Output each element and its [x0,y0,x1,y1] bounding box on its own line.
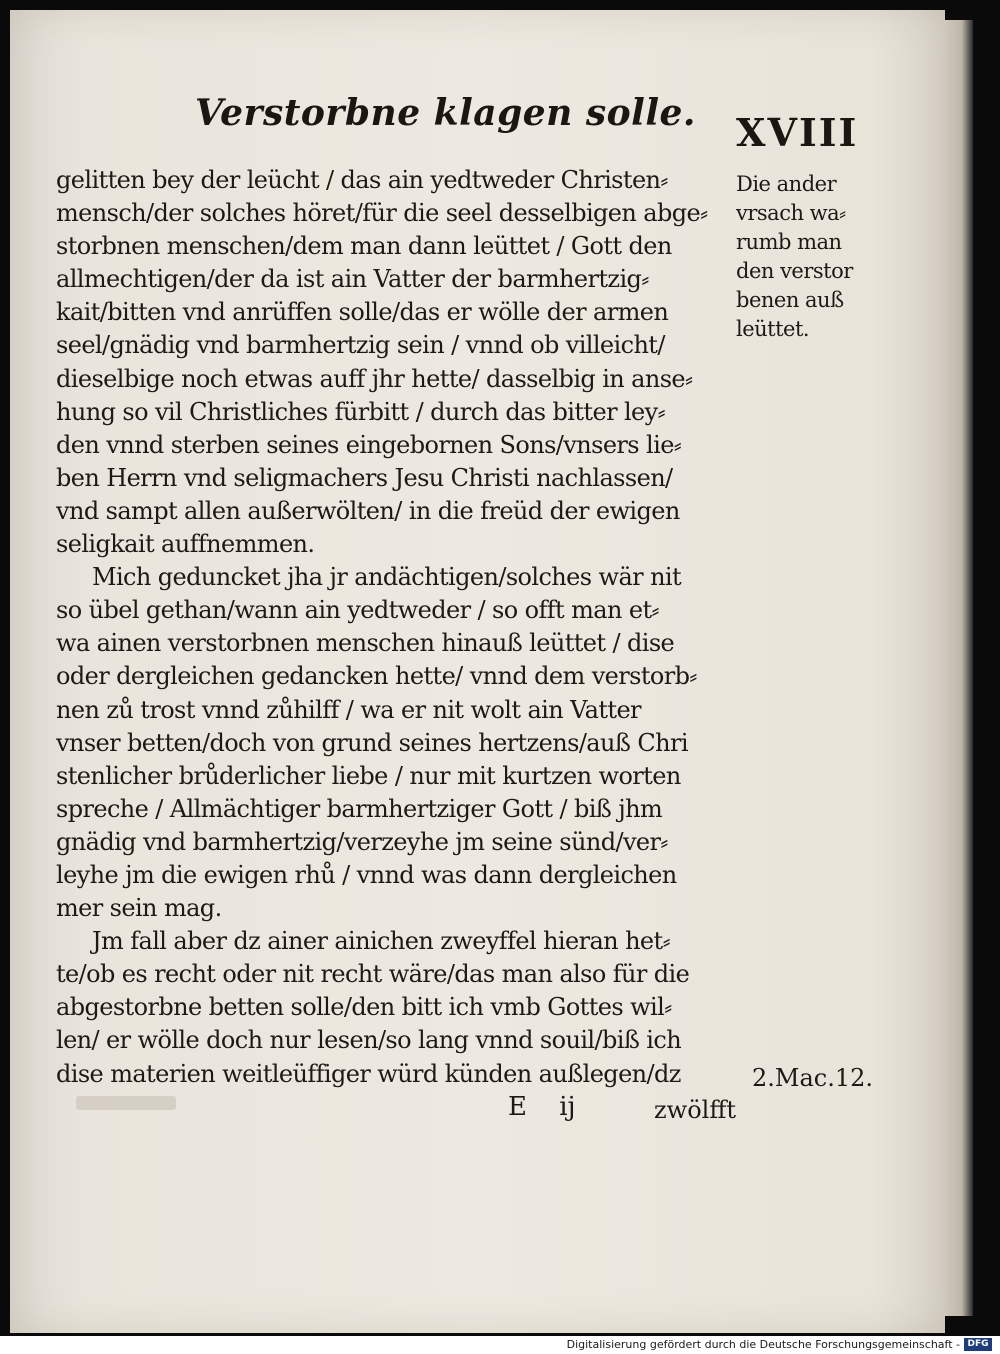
page-edge [945,20,973,1316]
text-line: hung so vil Christliches fürbitt / durch das bitter ley⸗ [56,397,666,426]
text-line: den vnnd sterben seines eingebornen Sons/vnsers lie⸗ [56,430,682,459]
text-line: Mich geduncket jha jr andächtigen/solches wär nit [92,563,682,592]
text-line: dise materien weitleüffiger würd künden außlegen/dz [56,1059,681,1088]
margin-note-line: leüttet. [736,317,810,341]
footer-credit: Digitalisierung gefördert durch die Deutsche Forschungsgemeinschaft - [566,1338,960,1351]
text-line: stenlicher brůderlicher liebe / nur mit kurtzen worten [56,761,681,790]
running-head: Verstorbne klagen solle. [195,92,696,134]
text-line: abgestorbne betten solle/den bitt ich vmb Gottes wil⸗ [56,993,672,1022]
text-line: spreche / Allmächtiger barmhertziger Gott / biß jhm [56,794,663,823]
dfg-logo: DFG [964,1338,992,1351]
text-line: allmechtigen/der da ist ain Vatter der barmhertzig⸗ [56,265,649,294]
margin-note-line: vrsach wa⸗ [736,201,846,225]
ink-offset-smudge [76,1096,176,1110]
margin-note-line: Die ander [736,172,837,196]
margin-note-line: den verstor [736,259,853,283]
text-line: vnd sampt allen außerwölten/ in die freüd der ewigen [56,496,680,525]
text-line: mensch/der solches höret/für die seel desselbigen abge⸗ [56,199,708,228]
text-line: wa ainen verstorbnen menschen hinauß leüttet / dise [56,629,675,658]
signature-mark: E ij [508,1092,576,1122]
margin-reference: 2.Mac.12. [752,1064,874,1092]
margin-note-line: benen auß [736,288,844,312]
text-line: dieselbige noch etwas auff jhr hette/ dasselbig in anse⸗ [56,364,693,393]
text-line: kait/bitten vnd anrüffen solle/das er wölle der armen [56,298,669,327]
text-line: gnädig vnd barmhertzig/verzeyhe jm seine sünd/ver⸗ [56,827,668,856]
text-line: Jm fall aber dz ainer ainichen zweyffel hieran het⸗ [92,927,670,956]
text-line: so übel gethan/wann ain yedtweder / so offt man et⸗ [56,596,659,625]
text-line: storbnen menschen/dem man dann leüttet / Gott den [56,232,672,261]
text-line: seligkait auffnemmen. [56,530,315,559]
text-line: te/ob es recht oder nit recht wäre/das man also für die [56,960,690,989]
text-line: mer sein mag. [56,894,222,923]
catchword: zwölfft [654,1096,737,1124]
margin-note [736,170,866,344]
text-line: leyhe jm die ewigen rhů / vnnd was dann dergleichen [56,860,677,889]
text-line: ben Herrn vnd seligmachers Jesu Christi nachlassen/ [56,463,673,492]
body-text-block [56,164,746,1091]
text-line: vnser betten/doch von grund seines hertzens/auß Chri [56,728,688,757]
folio-number: XVIII [736,110,859,155]
text-line: oder dergleichen gedancken hette/ vnnd dem verstorb⸗ [56,662,697,691]
text-line: nen zů trost vnnd zůhilff / wa er nit wolt ain Vatter [56,695,641,724]
text-line: seel/gnädig vnd barmhertzig sein / vnnd ob villeicht/ [56,331,665,360]
margin-note-line: rumb man [736,230,842,254]
text-line: gelitten bey der leücht / das ain yedtweder Christen⸗ [56,166,668,194]
text-line: len/ er wölle doch nur lesen/so lang vnnd souil/biß ich [56,1026,682,1055]
